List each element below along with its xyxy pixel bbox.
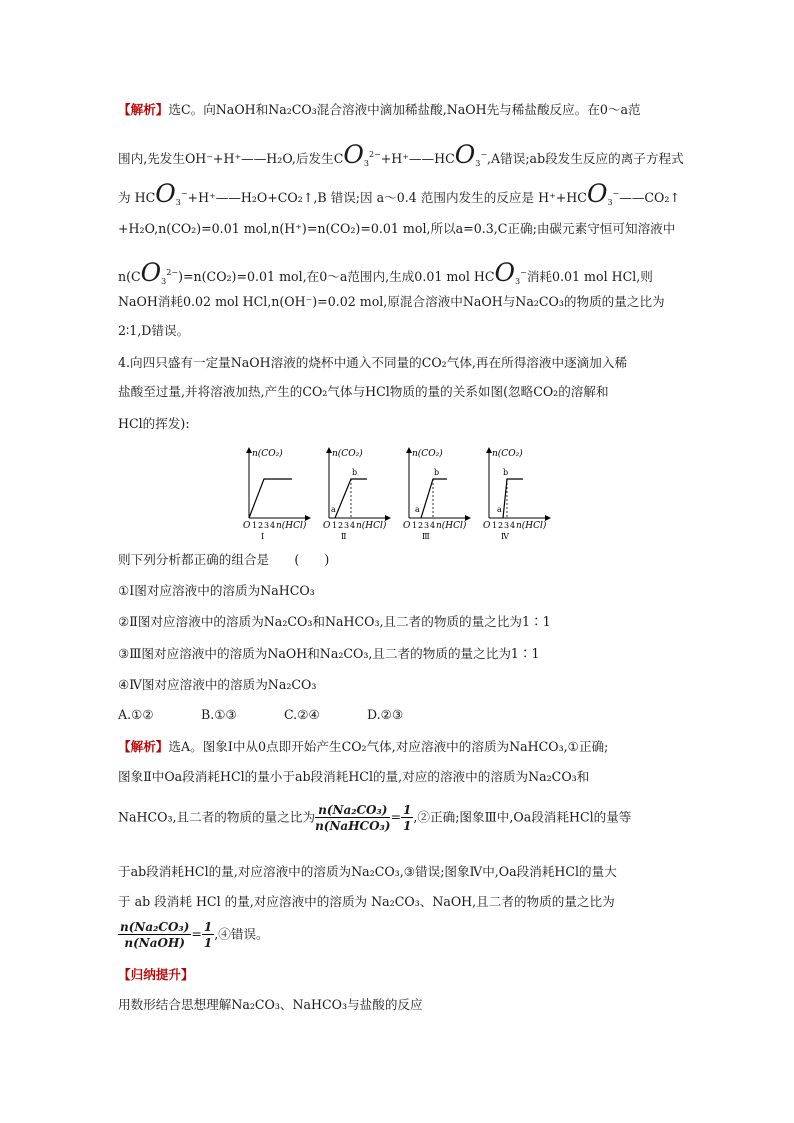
graph-1-curve (249, 479, 292, 518)
graph-4-a: a (497, 505, 502, 514)
question-4-line-3: HCl的挥发): (118, 416, 190, 431)
fraction-one-one: $\frac{1}{1}$ (403, 803, 412, 833)
option-d: D.②③ (367, 707, 404, 722)
graph-2-tick-1: 1 (332, 521, 338, 530)
graph-2-xlabel: n(HCl) (356, 521, 387, 531)
analysis-2-line-1: 【解析】选A。图象Ⅰ中从0点即开始产生CO₂气体,对应溶液中的溶质为NaHCO₃,①正确; (118, 739, 609, 754)
statement-3: ③Ⅲ图对应溶液中的溶质为NaOH和Na₂CO₃,且二者的物质的量之比为1∶1 (118, 646, 540, 661)
graph-3-origin: O (403, 521, 411, 531)
graph-3-ylabel: n(CO₂) (412, 449, 443, 459)
graph-2-tick-4: 4 (350, 521, 356, 530)
graph-3-tick-3: 3 (424, 521, 430, 530)
graph-1-xlabel: n(HCl) (276, 521, 307, 531)
graph-3-caption: Ⅲ (422, 532, 430, 541)
option-b: B.①③ (201, 707, 237, 722)
graph-1-tick-3: 3 (264, 521, 270, 530)
analysis-1-line-6: NaOH消耗0.02 mol HCl,n(OH⁻)=0.02 mol,原混合溶液中NaOH与Na₂CO₃的物质的量之比为 (118, 294, 665, 309)
graph-4-b: b (503, 468, 509, 477)
graph-4-origin: O (483, 521, 491, 531)
graph-3-tick-1: 1 (412, 521, 418, 530)
analysis-2-line-5: 于 ab 段消耗 HCl 的量,对应溶液中的溶质为 Na₂CO₃、NaOH,且二者的物质的量之比为 (118, 894, 615, 909)
graph-4-tick-2: 2 (498, 521, 504, 530)
statement-2: ②Ⅱ图对应溶液中的溶质为Na₂CO₃和NaHCO₃,且二者的物质的量之比为1∶1 (118, 614, 551, 629)
analysis-2-line-4: 于ab段消耗HCl的量,对应溶液中的溶质为Na₂CO₃,③错误;图象Ⅳ中,Oa段消耗HCl的量大 (118, 864, 617, 879)
graph-4-caption: Ⅳ (501, 532, 509, 541)
graph-1-tick-2: 2 (258, 521, 264, 530)
graph-2-origin: O (323, 521, 331, 531)
graphs-svg (238, 442, 558, 546)
graph-2-a: a (331, 505, 336, 514)
graph-3-tick-4: 4 (430, 521, 436, 530)
graph-3-a: a (415, 505, 420, 514)
graph-figures (238, 442, 558, 546)
analysis-1-line-5: $n(CO_3^{2-})=n(CO_2)=0.01$ mol,在0～a范围内,生成0.01 mol $HCO_3^-$消耗0.01 mol HCl,则 (118, 258, 653, 287)
analysis-1-line-1: 【解析】选C。向NaOH和Na₂CO₃混合溶液中滴加稀盐酸,NaOH先与稀盐酸反应。在0～a范 (118, 102, 641, 117)
fraction-na2co3-naoh: $\frac{\text{n(Na₂CO₃)}}{\text{n(NaOH)}}$ (120, 920, 190, 950)
summary-heading (118, 969, 678, 982)
graph-4-tick-1: 1 (492, 521, 498, 530)
analysis-1-line-4: +H₂O,n(CO₂)=0.01 mol,n(H⁺)=n(CO₂)=0.01 mol,所以a=0.3,C正确;由碳元素守恒可知溶液中 (118, 221, 676, 236)
summary-text: 用数形结合思想理解Na₂CO₃、NaHCO₃与盐酸的反应 (118, 997, 423, 1012)
analysis-tag: 【解析】 (118, 102, 169, 117)
graph-2-tick-3: 3 (344, 521, 350, 530)
question-4-line-2: 盐酸至过量,并将溶液加热,产生的CO₂气体与HCl物质的量的关系如图(忽略CO₂的溶解和 (118, 384, 609, 399)
analysis-2-line-2: 图象Ⅱ中Oa段消耗HCl的量小于ab段消耗HCl的量,对应的溶液中的溶质为Na₂CO₃和 (118, 769, 590, 784)
graph-1-ylabel: n(CO₂) (252, 449, 283, 459)
graph-3-curve (421, 479, 447, 518)
graph-1-tick-4: 4 (270, 521, 276, 530)
graph-2-b: b (352, 468, 358, 477)
graph-1-tick-1: 1 (252, 521, 258, 530)
analysis-tag-2: 【解析】 (118, 739, 169, 754)
graph-4-tick-3: 3 (504, 521, 510, 530)
graph-2 (323, 448, 388, 541)
graph-4-curve (503, 479, 523, 518)
fraction-one-one-2: $\frac{1}{1}$ (203, 920, 213, 950)
graph-2-ylabel: n(CO₂) (332, 449, 363, 459)
option-c: C.②④ (284, 707, 320, 722)
option-a: A.①② (118, 707, 154, 722)
graph-3 (403, 448, 468, 541)
question-4-line-1: 4.向四只盛有一定量NaOH溶液的烧杯中通入不同量的CO₂气体,再在所得溶液中逐滴加入稀 (118, 355, 628, 370)
answer-options (118, 709, 678, 722)
graph-4-tick-4: 4 (510, 521, 516, 530)
analysis-1-line-2: 围内,先发生OH⁻+H⁺——H₂O,后发生$CO_3^{2-}+H^+——HCO_3^-,A$错误;ab段发生反应的离子方程式 (118, 140, 684, 169)
fraction-na2co3-nahco3: $\frac{\text{n(Na₂CO₃)}}{\text{n(NaHCO₃)}}$ (315, 803, 391, 833)
graph-1 (243, 448, 308, 541)
graph-3-tick-2: 2 (418, 521, 424, 530)
graph-1-caption: Ⅰ (261, 532, 265, 541)
summary-tag: 【归纳提升】 (118, 967, 194, 982)
graph-4-xlabel: n(HCl) (516, 521, 547, 531)
analysis-1-line-7: 2∶1,D错误。 (118, 323, 190, 338)
graph-4 (483, 448, 548, 541)
analysis-1-line-3: 为 $HCO_3^-+H^+——H_2O+CO_2↑,B$ 错误;因 a～0.4 范围内发生的反应是 $H^++HCO_3^-——CO_2↑$ (118, 179, 680, 208)
question-4-ask: 则下列分析都正确的组合是 ( ) (118, 552, 330, 567)
graph-2-caption: Ⅱ (341, 532, 347, 541)
graph-2-tick-2: 2 (338, 521, 344, 530)
graph-4-ylabel: n(CO₂) (492, 449, 523, 459)
analysis-2-line-6: $\frac{\text{n(Na₂CO₃)}}{\text{n(NaOH)}}$ = $\frac{1}{1}$ ,④错误。 (120, 920, 269, 950)
analysis-2-line-3: NaHCO₃,且二者的物质的量之比为 $\frac{\text{n(Na₂CO₃)}}{\text{n(NaHCO₃)}}$ = $\frac{1}{1}$ ,②正确;图象Ⅲ中,Oa段消耗HCl的量等 (118, 803, 632, 833)
graph-3-xlabel: n(HCl) (436, 521, 467, 531)
statement-1: ①Ⅰ图对应溶液中的溶质为NaHCO₃ (118, 583, 315, 598)
graph-3-b: b (434, 468, 440, 477)
graph-1-origin: O (243, 521, 251, 531)
statement-4: ④Ⅳ图对应溶液中的溶质为Na₂CO₃ (118, 677, 317, 692)
